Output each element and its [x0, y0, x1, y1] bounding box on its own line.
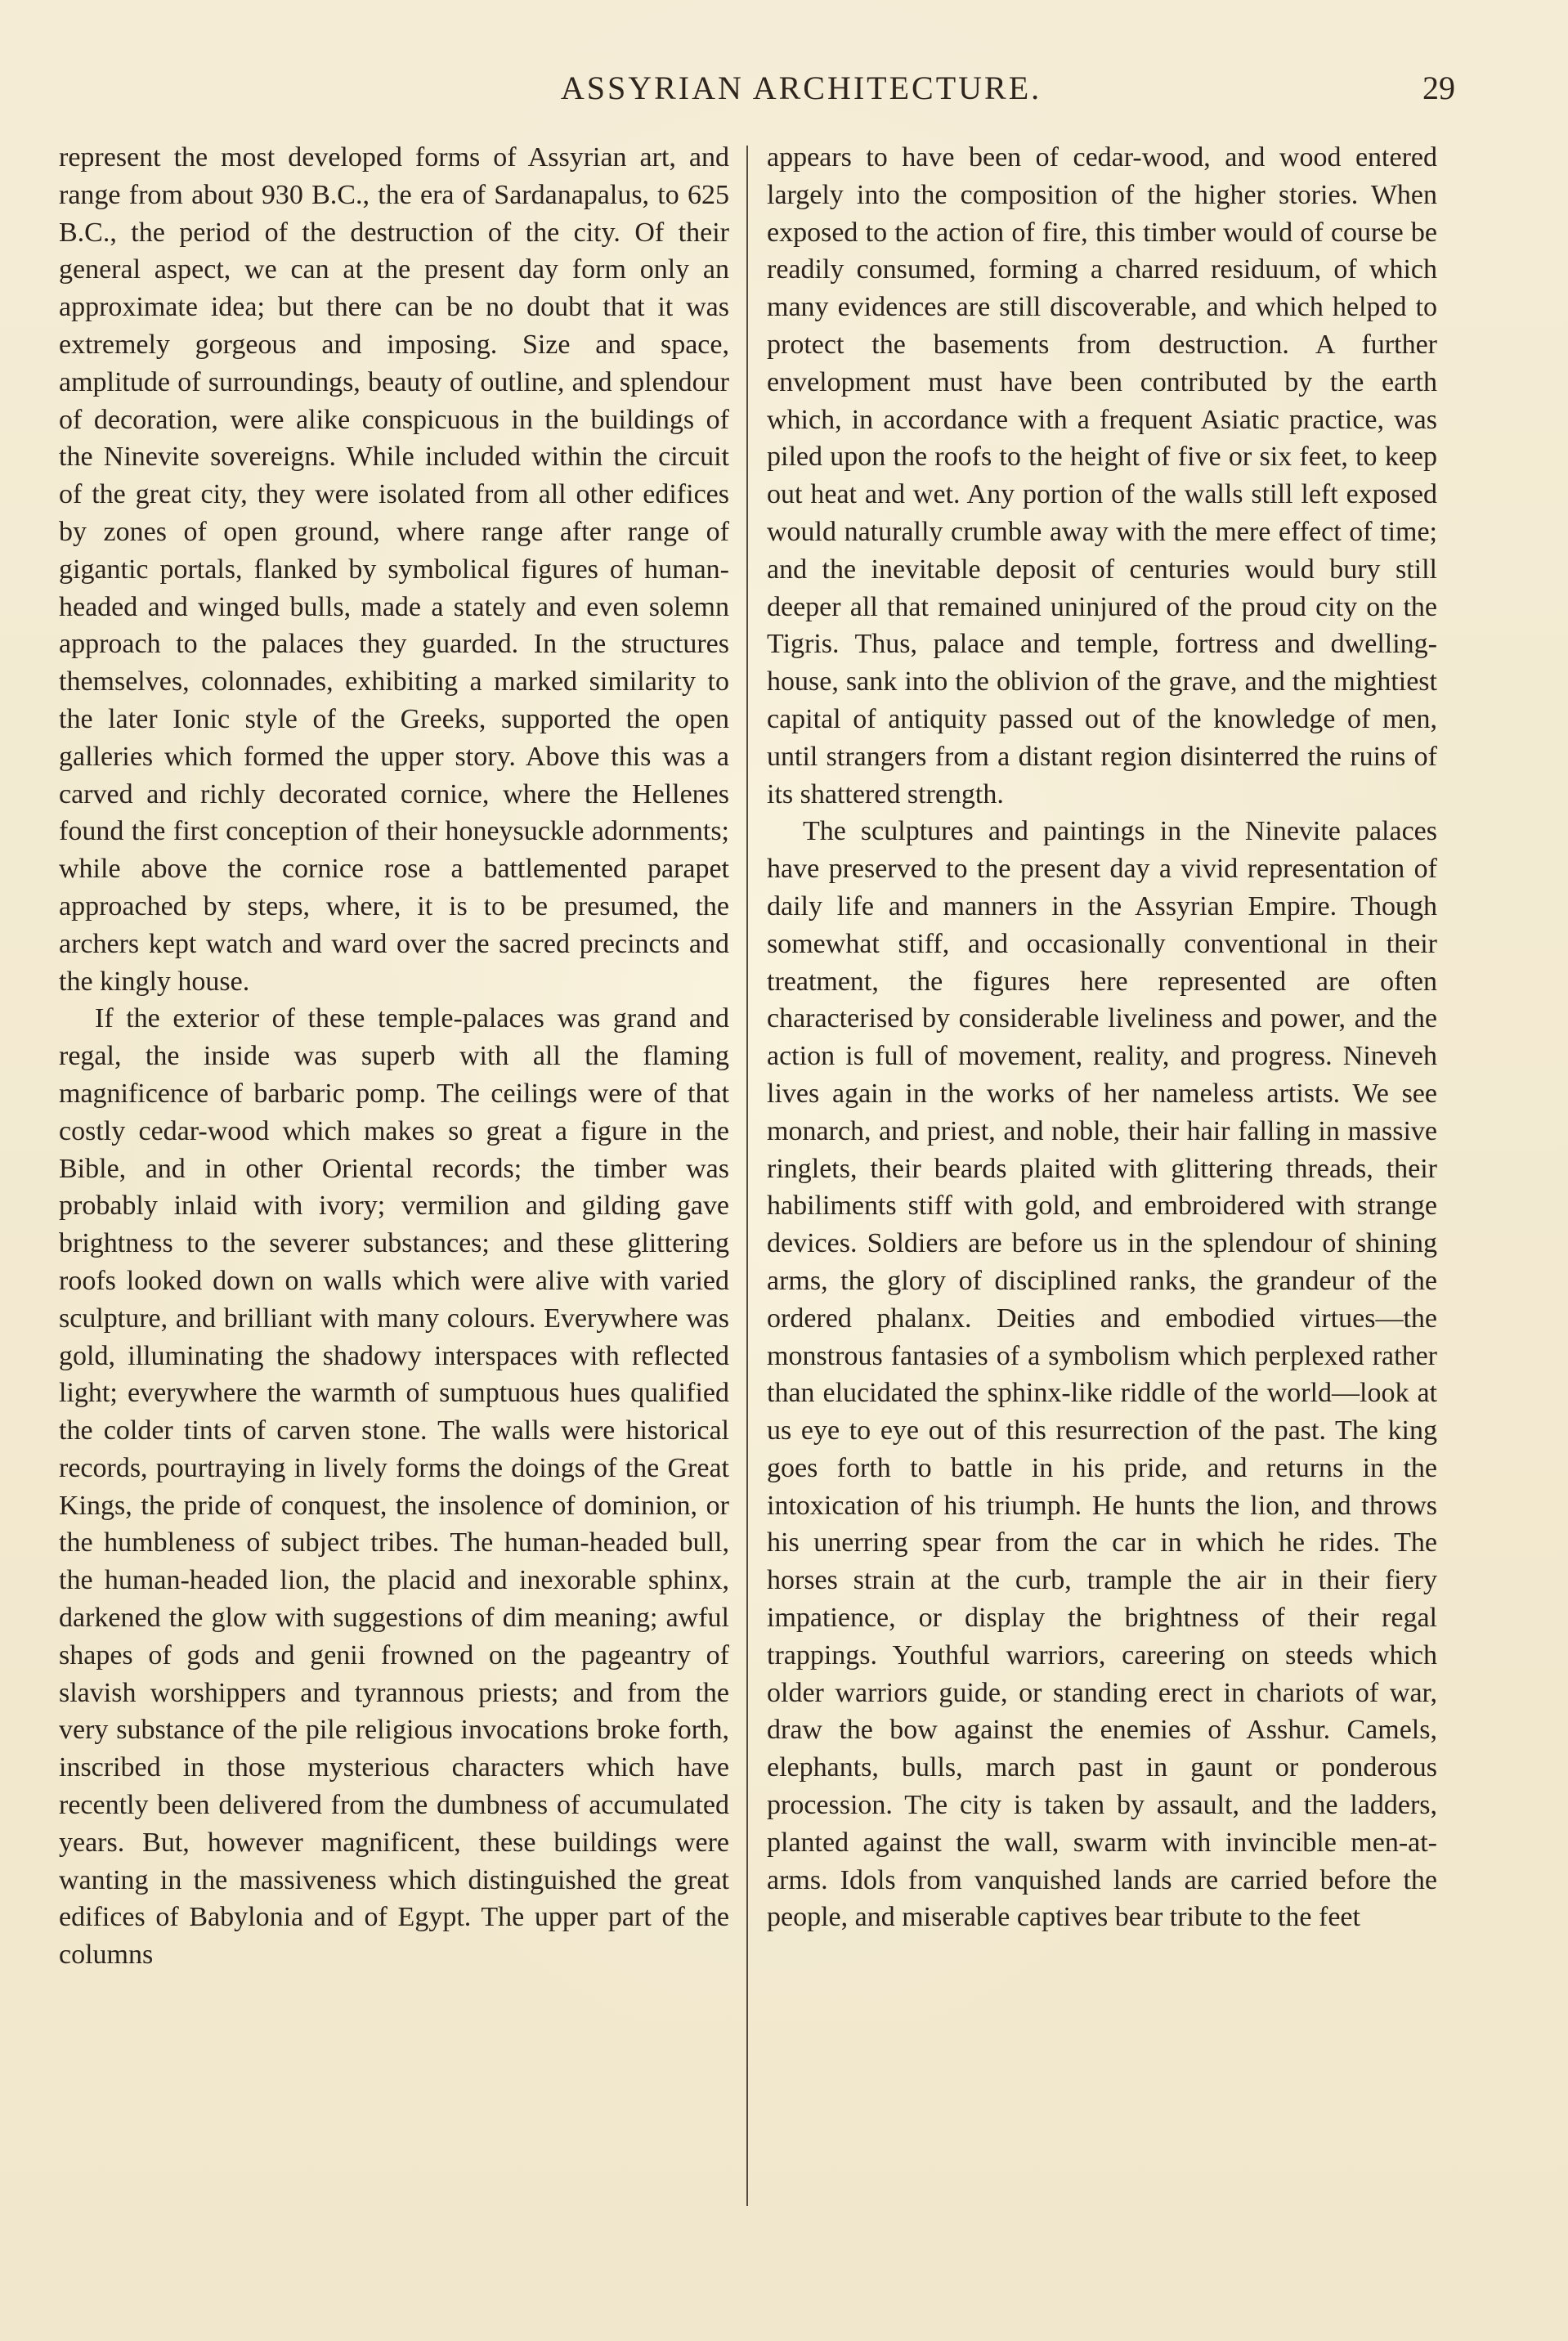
page-header: [147, 64, 1455, 113]
left-column: [59, 139, 729, 2208]
right-paragraph-1: appears to have been of cedar-wood, and wood entered largely into the composition of the higher stories. When exposed to the action of fire, this timber would of course be readily consumed, forming a charred residuum, of which many evidences are still discoverable, and which helped to protect the basements from destruction. A further envelopment must have been contributed by the earth which, in accordance with a frequent Asiatic practice, was piled upon the roofs to the height of five or six feet, to keep out heat and wet. Any portion of the walls still left exposed would naturally crumble away with the mere effect of time; and the inevitable deposit of centuries would bury still deeper all that remained uninjured of the proud city on the Tigris. Thus, palace and temple, fortress and dwelling-house, sank into the oblivion of the grave, and the mightiest capital of antiquity passed out of the knowledge of men, until strangers from a distant region disinterred the ruins of its shattered strength.: [767, 142, 1437, 809]
left-paragraph-2: If the exterior of these temple-palaces was grand and regal, the inside was superb with all the flaming magnificence of barbaric pomp. The ceilings were of that costly cedar-wood which makes so great a figure in the Bible, and in other Oriental records; the timber was probably inlaid with ivory; vermilion and gilding gave brightness to the severer substances; and these glittering roofs looked down on walls which were alive with varied sculpture, and brilliant with many colours. Everywhere was gold, illuminating the shadowy interspaces with reflected light; everywhere the warmth of sumptuous hues qualified the colder tints of carven stone. The walls were historical records, pourtraying in lively forms the doings of the Great Kings, the pride of conquest, the insolence of dominion, or the humbleness of subject tribes. The human-headed bull, the human-headed lion, the placid and inexorable sphinx, darkened the glow with suggestions of dim meaning; awful shapes of gods and genii frowned on the pageantry of slavish worshippers and tyrannous priests; and from the very substance of the pile religious invocations broke forth, inscribed in those mysterious characters which have recently been delivered from the dumbness of accumulated years. But, however magnificent, these buildings were wanting in the massiveness which distinguished the great edifices of Babylonia and of Egypt. The upper part of the columns: [59, 1003, 729, 1971]
page-number: 29: [1422, 70, 1455, 106]
right-column: [767, 139, 1437, 2208]
column-divider: [746, 146, 748, 2206]
right-paragraph-2: The sculptures and paintings in the Ninevite palaces have preserved to the present day a vivid representation of daily life and manners in the Assyrian Empire. Though somewhat stiff, and occasionally conventional in their treatment, the figures here represented are often characterised by considerable liveliness and power, and the action is full of movement, reality, and progress. Nineveh lives again in the works of her nameless artists. We see monarch, and priest, and noble, their hair falling in massive ringlets, their beards plaited with glittering threads, their habiliments stiff with gold, and embroidered with strange devices. Soldiers are before us in the splendour of shining arms, the glory of disciplined ranks, the grandeur of the ordered phalanx. Deities and embodied virtues—the monstrous fantasies of a symbolism which perplexed rather than elucidated the sphinx-like riddle of the world—look at us eye to eye out of this resurrection of the past. The king goes forth to battle in his pride, and returns in the intoxication of his triumph. He hunts the lion, and throws his unerring spear from the car in which he rides. The horses strain at the curb, trample the air in their fiery impatience, or display the brightness of their regal trappings. Youthful warriors, careering on steeds which older warriors guide, or standing erect in chariots of war, draw the bow against the enemies of Asshur. Camels, elephants, bulls, march past in gaunt or ponderous procession. The city is taken by assault, and the ladders, planted against the wall, swarm with invincible men-at-arms. Idols from vanquished lands are carried before the people, and miserable captives bear tribute to the feet: [767, 816, 1437, 1933]
left-paragraph-1: represent the most developed forms of Assyrian art, and range from about 930 B.C., the era of Sardanapalus, to 625 B.C., the period of the destruction of the city. Of their general aspect, we can at the present day form only an approximate idea; but there can be no doubt that it was extremely gorgeous and imposing. Size and space, amplitude of surroundings, beauty of outline, and splendour of decoration, were alike conspicuous in the buildings of the Ninevite sovereigns. While included within the circuit of the great city, they were isolated from all other edifices by zones of open ground, where range after range of gigantic portals, flanked by symbolical figures of human-headed and winged bulls, made a stately and even solemn approach to the palaces they guarded. In the structures themselves, colonnades, exhibiting a marked similarity to the later Ionic style of the Greeks, supported the open galleries which formed the upper story. Above this was a carved and richly decorated cornice, where the Hellenes found the first conception of their honeysuckle adornments; while above the cornice rose a battlemented parapet approached by steps, where, it is to be presumed, the archers kept watch and ward over the sacred precincts and the kingly house.: [59, 142, 729, 997]
running-title: ASSYRIAN ARCHITECTURE.: [560, 70, 1042, 106]
